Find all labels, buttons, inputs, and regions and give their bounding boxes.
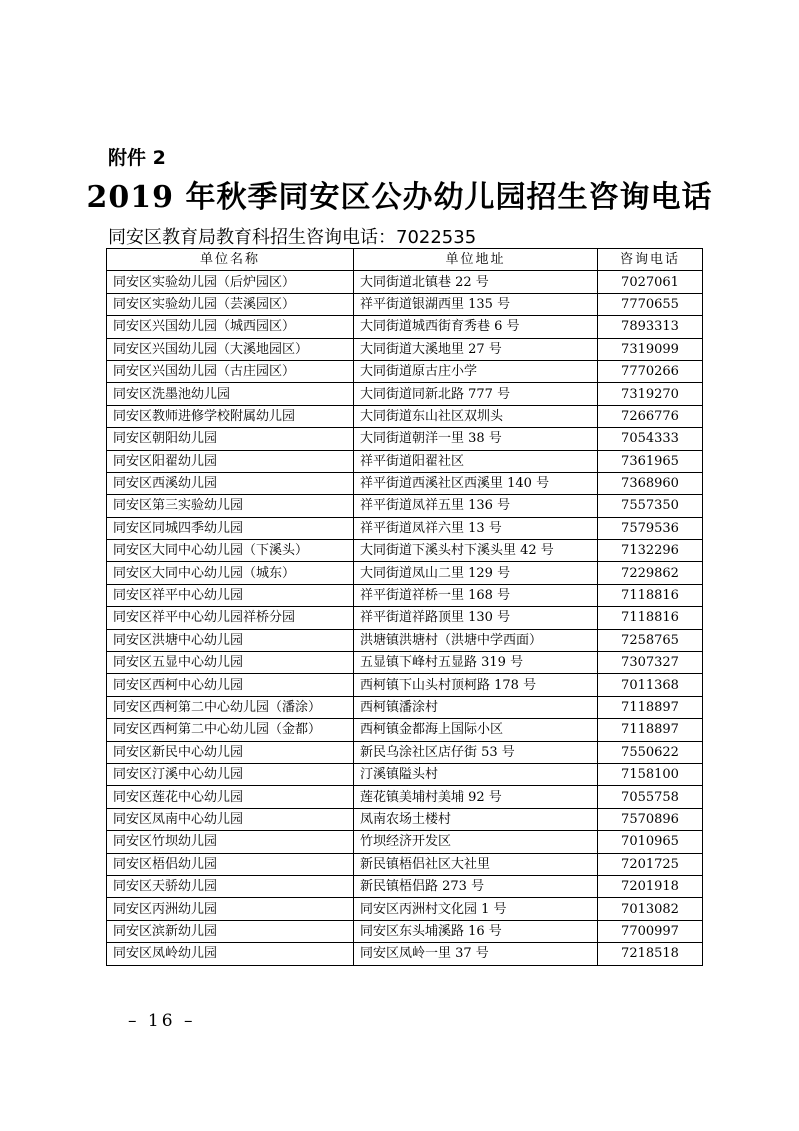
cell-name: 同安区实验幼儿园（后炉园区）: [107, 271, 354, 293]
cell-phone: 7201918: [598, 875, 703, 897]
cell-phone: 7361965: [598, 450, 703, 472]
table-row: [107, 696, 703, 718]
cell-address: 祥平街道西溪社区西溪里 140 号: [354, 472, 598, 494]
cell-phone: 7013082: [598, 898, 703, 920]
bureau-phone-line: 同安区教育局教育科招生咨询电话：7022535: [108, 227, 477, 248]
cell-phone: 7700997: [598, 920, 703, 942]
cell-address: 凤南农场土楼村: [354, 808, 598, 830]
table-row: [107, 338, 703, 360]
cell-phone: 7770266: [598, 360, 703, 382]
cell-name: 同安区祥平中心幼儿园: [107, 584, 354, 606]
cell-name: 同安区第三实验幼儿园: [107, 495, 354, 517]
cell-name: 同安区竹坝幼儿园: [107, 831, 354, 853]
cell-address: 大同街道下溪头村下溪头里 42 号: [354, 540, 598, 562]
table-row: [107, 293, 703, 315]
cell-address: 祥平街道凤祥五里 136 号: [354, 495, 598, 517]
cell-phone: 7118816: [598, 584, 703, 606]
cell-phone: 7201725: [598, 853, 703, 875]
table-row: [107, 943, 703, 965]
table-row: [107, 607, 703, 629]
attachment-label: 附件 2: [108, 147, 166, 169]
cell-phone: 7557350: [598, 495, 703, 517]
table-row: [107, 450, 703, 472]
cell-phone: 7893313: [598, 316, 703, 338]
cell-address: 大同街道原古庄小学: [354, 360, 598, 382]
cell-phone: 7010965: [598, 831, 703, 853]
cell-phone: 7229862: [598, 562, 703, 584]
cell-name: 同安区大同中心幼儿园（下溪头）: [107, 540, 354, 562]
cell-phone: 7579536: [598, 517, 703, 539]
table-body: [107, 271, 703, 965]
cell-name: 同安区祥平中心幼儿园祥桥分园: [107, 607, 354, 629]
cell-name: 同安区滨新幼儿园: [107, 920, 354, 942]
table-row: [107, 853, 703, 875]
header-phone: 咨询电话: [598, 249, 703, 271]
cell-phone: 7770655: [598, 293, 703, 315]
cell-name: 同安区梧侣幼儿园: [107, 853, 354, 875]
cell-name: 同安区汀溪中心幼儿园: [107, 763, 354, 785]
cell-address: 竹坝经济开发区: [354, 831, 598, 853]
kindergarten-phone-table: [106, 248, 703, 966]
cell-phone: 7118897: [598, 719, 703, 741]
table-row: [107, 719, 703, 741]
table-header-row: [107, 249, 703, 271]
cell-address: 大同街道东山社区双圳头: [354, 405, 598, 427]
cell-address: 汀溪镇隘头村: [354, 763, 598, 785]
cell-address: 新民镇梧侣社区大社里: [354, 853, 598, 875]
cell-phone: 7011368: [598, 674, 703, 696]
cell-address: 同安区东头埔溪路 16 号: [354, 920, 598, 942]
cell-phone: 7118816: [598, 607, 703, 629]
cell-address: 大同街道凤山二里 129 号: [354, 562, 598, 584]
cell-name: 同安区兴国幼儿园（大溪地园区）: [107, 338, 354, 360]
cell-phone: 7055758: [598, 786, 703, 808]
table-row: [107, 786, 703, 808]
cell-address: 洪塘镇洪塘村（洪塘中学西面）: [354, 629, 598, 651]
cell-name: 同安区凤南中心幼儿园: [107, 808, 354, 830]
cell-phone: 7158100: [598, 763, 703, 785]
table-row: [107, 875, 703, 897]
cell-name: 同安区大同中心幼儿园（城东）: [107, 562, 354, 584]
table-row: [107, 763, 703, 785]
table-row: [107, 920, 703, 942]
table-row: [107, 741, 703, 763]
cell-name: 同安区西柯第二中心幼儿园（潘涂）: [107, 696, 354, 718]
table-row: [107, 629, 703, 651]
cell-name: 同安区洗墨池幼儿园: [107, 383, 354, 405]
cell-address: 同安区凤岭一里 37 号: [354, 943, 598, 965]
cell-address: 祥平街道祥路顶里 130 号: [354, 607, 598, 629]
cell-name: 同安区新民中心幼儿园: [107, 741, 354, 763]
table-row: [107, 808, 703, 830]
cell-name: 同安区阳翟幼儿园: [107, 450, 354, 472]
cell-address: 新民镇梧侣路 273 号: [354, 875, 598, 897]
cell-phone: 7266776: [598, 405, 703, 427]
cell-address: 祥平街道祥桥一里 168 号: [354, 584, 598, 606]
cell-name: 同安区同城四季幼儿园: [107, 517, 354, 539]
table-row: [107, 562, 703, 584]
table-row: [107, 428, 703, 450]
cell-address: 祥平街道阳翟社区: [354, 450, 598, 472]
table-row: [107, 360, 703, 382]
cell-name: 同安区实验幼儿园（芸溪园区）: [107, 293, 354, 315]
cell-phone: 7027061: [598, 271, 703, 293]
table-row: [107, 831, 703, 853]
table-row: [107, 495, 703, 517]
cell-phone: 7258765: [598, 629, 703, 651]
table-row: [107, 271, 703, 293]
header-name: 单位名称: [107, 249, 354, 271]
cell-address: 西柯镇潘涂村: [354, 696, 598, 718]
cell-address: 大同街道城西街育秀巷 6 号: [354, 316, 598, 338]
cell-name: 同安区洪塘中心幼儿园: [107, 629, 354, 651]
table-row: [107, 674, 703, 696]
cell-phone: 7550622: [598, 741, 703, 763]
cell-phone: 7054333: [598, 428, 703, 450]
cell-address: 五显镇下峰村五显路 319 号: [354, 652, 598, 674]
cell-address: 同安区丙洲村文化园 1 号: [354, 898, 598, 920]
cell-name: 同安区五显中心幼儿园: [107, 652, 354, 674]
cell-address: 大同街道同新北路 777 号: [354, 383, 598, 405]
cell-phone: 7319270: [598, 383, 703, 405]
cell-phone: 7218518: [598, 943, 703, 965]
cell-address: 新民乌涂社区店仔街 53 号: [354, 741, 598, 763]
cell-address: 大同街道朝洋一里 38 号: [354, 428, 598, 450]
cell-name: 同安区凤岭幼儿园: [107, 943, 354, 965]
cell-address: 祥平街道凤祥六里 13 号: [354, 517, 598, 539]
cell-name: 同安区莲花中心幼儿园: [107, 786, 354, 808]
header-address: 单位地址: [354, 249, 598, 271]
cell-name: 同安区朝阳幼儿园: [107, 428, 354, 450]
cell-phone: 7307327: [598, 652, 703, 674]
cell-address: 莲花镇美埔村美埔 92 号: [354, 786, 598, 808]
cell-phone: 7132296: [598, 540, 703, 562]
cell-phone: 7118897: [598, 696, 703, 718]
document-title: 2019 年秋季同安区公办幼儿园招生咨询电话: [86, 180, 713, 215]
cell-name: 同安区兴国幼儿园（古庄园区）: [107, 360, 354, 382]
cell-name: 同安区丙洲幼儿园: [107, 898, 354, 920]
table-row: [107, 316, 703, 338]
table-row: [107, 383, 703, 405]
table-row: [107, 584, 703, 606]
cell-address: 大同街道大溪地里 27 号: [354, 338, 598, 360]
page-number: – 16 –: [128, 1011, 196, 1031]
cell-phone: 7570896: [598, 808, 703, 830]
cell-address: 祥平街道银湖西里 135 号: [354, 293, 598, 315]
cell-address: 西柯镇金都海上国际小区: [354, 719, 598, 741]
cell-name: 同安区西柯中心幼儿园: [107, 674, 354, 696]
cell-name: 同安区天骄幼儿园: [107, 875, 354, 897]
cell-name: 同安区教师进修学校附属幼儿园: [107, 405, 354, 427]
table-row: [107, 405, 703, 427]
cell-phone: 7368960: [598, 472, 703, 494]
table-row: [107, 517, 703, 539]
table-row: [107, 898, 703, 920]
cell-name: 同安区西溪幼儿园: [107, 472, 354, 494]
cell-name: 同安区兴国幼儿园（城西园区）: [107, 316, 354, 338]
table-row: [107, 652, 703, 674]
cell-phone: 7319099: [598, 338, 703, 360]
cell-address: 西柯镇下山头村顶柯路 178 号: [354, 674, 598, 696]
cell-address: 大同街道北镇巷 22 号: [354, 271, 598, 293]
table-row: [107, 540, 703, 562]
table-row: [107, 472, 703, 494]
cell-name: 同安区西柯第二中心幼儿园（金都）: [107, 719, 354, 741]
